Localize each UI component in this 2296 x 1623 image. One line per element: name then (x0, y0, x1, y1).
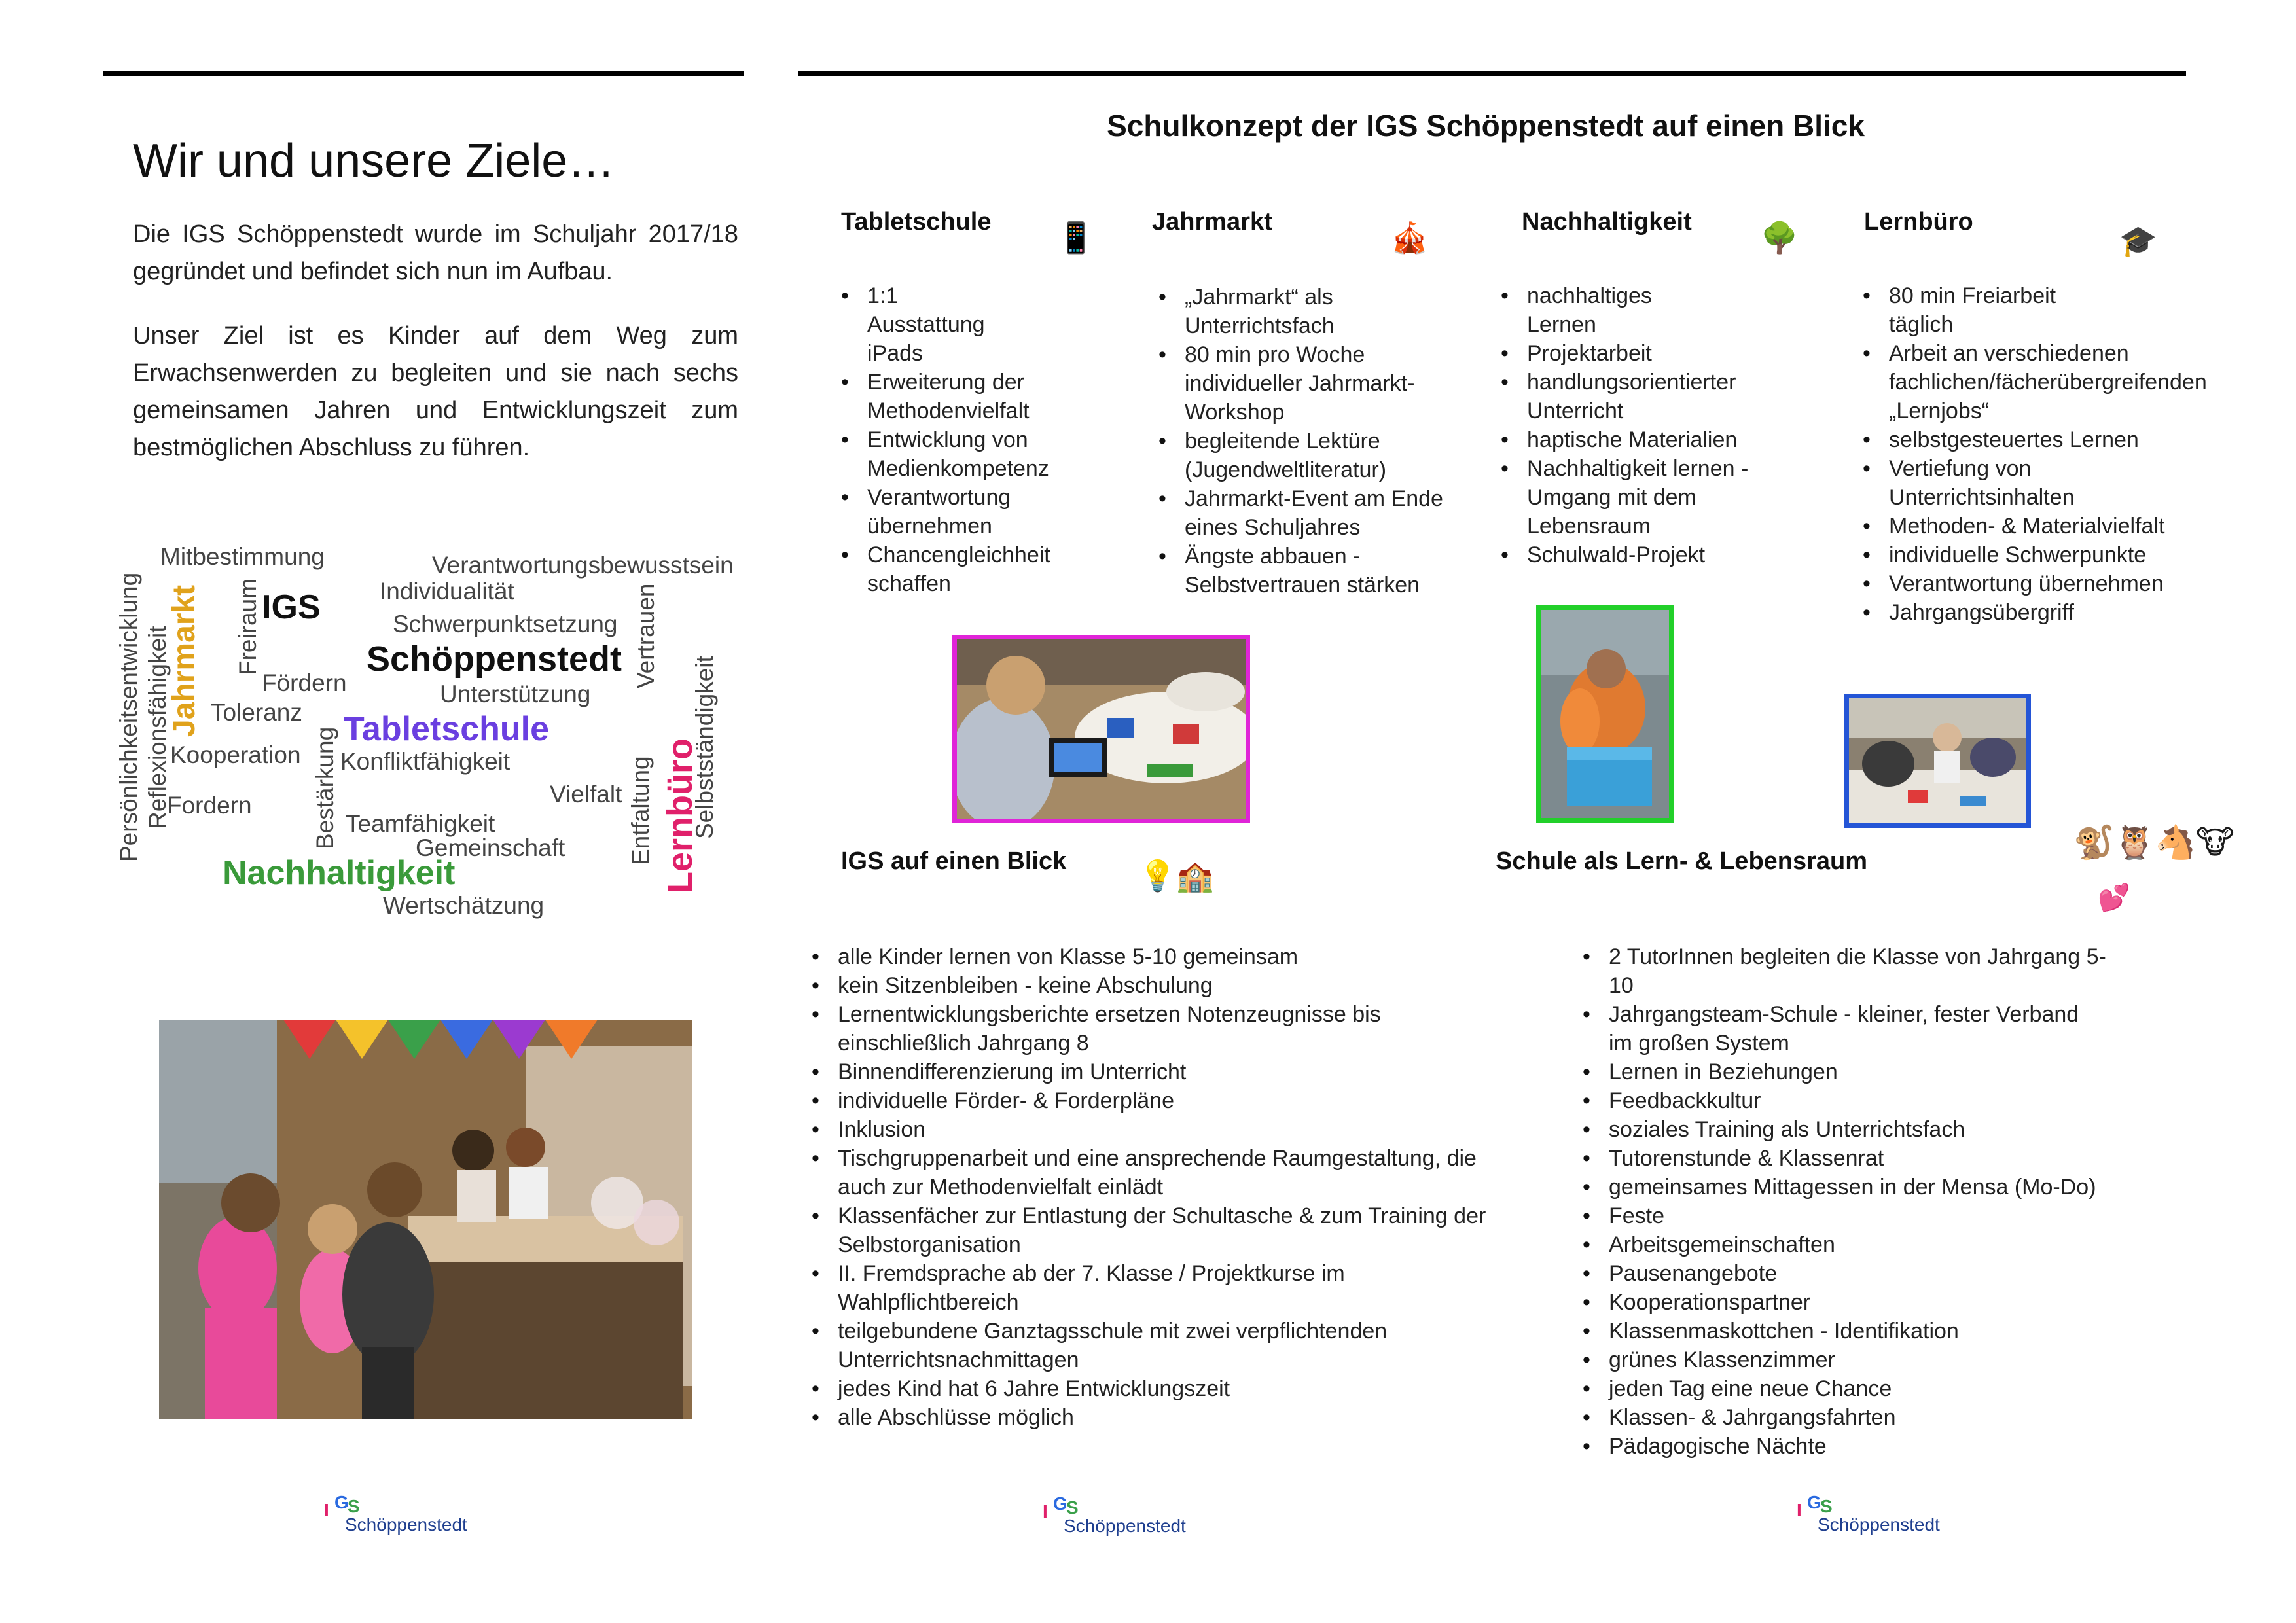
list-item: • grünes Klassenzimmer (1583, 1346, 2132, 1374)
list-item: • nachhaltiges Lernen (1501, 281, 1717, 339)
list-item: • 80 min Freiarbeit täglich (1863, 281, 2111, 339)
lernbuero-list (1863, 281, 2229, 627)
list-item: • 80 min pro Woche individueller Jahrmarkt-Workshop (1158, 340, 1460, 427)
jahrmarkt-title: Jahrmarkt (1152, 208, 1272, 236)
list-item: • Binnendifferenzierung im Unterricht (812, 1058, 1479, 1086)
list-item: • individuelle Schwerpunkte (1863, 541, 2229, 569)
tree-icon: 🌳 (1761, 221, 1799, 255)
list-item: • alle Kinder lernen von Klasse 5-10 gemeinsam (812, 942, 1479, 971)
list-item: • kein Sitzenbleiben - keine Abschulung (812, 971, 1479, 1000)
igs-logo-right: I G S Schöppenstedt (1797, 1492, 1940, 1535)
word-konfliktfaehigkeit: Konfliktfähigkeit (340, 748, 511, 775)
list-item: • Schulwald-Projekt (1501, 541, 1808, 569)
list-item: • 2 TutorInnen begleiten die Klasse von Jahrgang 5-10 (1583, 942, 2106, 1000)
lernbuero-photo (1844, 694, 2031, 828)
list-item: • Lernen in Beziehungen (1583, 1058, 2132, 1086)
word-tabletschule: Tabletschule (344, 710, 550, 748)
list-item: • haptische Materialien (1501, 425, 1808, 454)
list-item: • Pausenangebote (1583, 1259, 2132, 1288)
list-item: • Entwicklung von Medienkompetenz (841, 425, 1090, 483)
tabletschule-title: Tabletschule (841, 208, 992, 236)
market-stall-photo (159, 1020, 692, 1419)
list-item: • Tutorenstunde & Klassenrat (1583, 1144, 2132, 1173)
list-item: • Jahrmarkt-Event am Ende eines Schuljahres (1158, 484, 1479, 542)
word-vertrauen: Vertrauen (632, 583, 659, 688)
intro-paragraph: Die IGS Schöppenstedt wurde im Schuljahr 2017/18 gegründet und befindet sich nun im Aufbau. (133, 221, 738, 285)
overview-title: IGS auf einen Blick (841, 847, 1067, 875)
list-item: • Klassen- & Jahrgangsfahrten (1583, 1403, 2132, 1432)
list-item: • „Jahrmarkt“ als Unterrichtsfach (1158, 283, 1388, 340)
word-gemeinschaft: Gemeinschaft (416, 834, 565, 861)
list-item: • soziales Training als Unterrichtsfach (1583, 1115, 2132, 1144)
hearts-icon: 💕 (2098, 883, 2130, 912)
overview-list (812, 942, 1486, 1432)
igs-logo-center: I G S Schöppenstedt (1043, 1493, 1186, 1536)
lightbulb-school-icon: 💡🏫 (1139, 859, 1214, 893)
list-item: • II. Fremdsprache ab der 7. Klasse / Projektkurse im Wahlpflichtbereich (812, 1259, 1414, 1317)
list-item: • Vertiefung von Unterrichtsinhalten (1863, 454, 2151, 512)
list-item: • 1:1 Ausstattung iPads (841, 281, 1011, 368)
list-item: • Tischgruppenarbeit und eine ansprechende Raumgestaltung, die auch zur Methodenvielfalt einlädt (812, 1144, 1492, 1202)
jahrmarkt-list (1158, 283, 1466, 599)
list-item: • Klassenfächer zur Entlastung der Schultasche & zum Training der Selbstorganisation (812, 1202, 1492, 1259)
word-kooperation: Kooperation (170, 741, 301, 768)
list-item: • Inklusion (812, 1115, 1479, 1144)
list-item: • Feedbackkultur (1583, 1086, 2132, 1115)
list-item: • Verantwortung übernehmen (841, 483, 1037, 541)
right-top-rule (798, 71, 2186, 76)
word-foerdern: Fördern (262, 669, 347, 696)
list-item: • Erweiterung der Methodenvielfalt (841, 368, 1057, 425)
word-selbststaendigkeit: Selbstständigkeit (691, 656, 718, 839)
word-reflexionsfaehigkeit: Reflexionsfähigkeit (144, 626, 171, 829)
list-item: • Nachhaltigkeit lernen - Umgang mit dem Lebensraum (1501, 454, 1802, 541)
word-jahrmarkt: Jahrmarkt (167, 584, 202, 737)
circus-tent-icon: 🎪 (1391, 221, 1429, 255)
page-heading: Wir und unsere Ziele… (133, 135, 615, 187)
left-top-rule (103, 71, 744, 76)
word-bestaerkung: Bestärkung (312, 726, 338, 849)
list-item: • Lernentwicklungsberichte ersetzen Notenzeugnisse bis einschließlich Jahrgang 8 (812, 1000, 1414, 1058)
tablet-lesson-photo (952, 635, 1250, 823)
list-item: • Arbeit an verschiedenen fachlichen/fächerübergreifenden „Lernjobs“ (1863, 339, 2255, 425)
graduation-cap-icon: 🎓 (2119, 224, 2157, 258)
list-item: • Verantwortung übernehmen (1863, 569, 2229, 598)
word-mitbestimmung: Mitbestimmung (160, 543, 325, 570)
list-item: • selbstgesteuertes Lernen (1863, 425, 2229, 454)
word-fordern: Fordern (167, 792, 252, 819)
word-lernbuero: Lernbüro (660, 738, 700, 893)
list-item: • begleitende Lektüre (Jugendweltliteratur) (1158, 427, 1446, 484)
nachhaltigkeit-title: Nachhaltigkeit (1522, 208, 1692, 236)
igs-logo-left: I G S Schöppenstedt (324, 1492, 467, 1535)
forest-project-photo (1536, 605, 1674, 823)
main-title: Schulkonzept der IGS Schöppenstedt auf einen Blick (1107, 109, 1865, 143)
list-item: • Klassenmaskottchen - Identifikation (1583, 1317, 2132, 1346)
list-item: • individuelle Förder- & Forderpläne (812, 1086, 1479, 1115)
word-individualitaet: Individualität (380, 578, 514, 605)
list-item: • alle Abschlüsse möglich (812, 1403, 1479, 1432)
word-teamfaehigkeit: Teamfähigkeit (346, 810, 495, 837)
word-vielfalt: Vielfalt (550, 781, 622, 808)
list-item: • handlungsorientierter Unterricht (1501, 368, 1789, 425)
tabletschule-list (841, 281, 1116, 598)
list-item: • Arbeitsgemeinschaften (1583, 1230, 2132, 1259)
list-item: • Feste (1583, 1202, 2132, 1230)
list-item: • teilgebundene Ganztagsschule mit zwei verpflichtenden Unterrichtsnachmittagen (812, 1317, 1479, 1374)
lebensraum-title: Schule als Lern- & Lebensraum (1496, 847, 1868, 875)
animal-mascots-icon: 🐒🦉🐴🐮 (2073, 824, 2234, 861)
word-persoenlichkeitsentwicklung: Persönlichkeitsentwicklung (115, 572, 142, 862)
word-schwerpunktsetzung: Schwerpunktsetzung (393, 611, 618, 637)
lernbuero-title: Lernbüro (1864, 208, 1973, 236)
word-unterstuetzung: Unterstützung (440, 681, 591, 707)
nachhaltigkeit-list (1501, 281, 1808, 569)
word-wertschaetzung: Wertschätzung (383, 892, 545, 919)
goal-paragraph: Unser Ziel ist es Kinder auf dem Weg zum Erwachsenwerden zu begleiten und sie nach sechs gemeinsamen Jahren und Entwicklungszeit zum bestmöglichen Abschluss zu führen. (133, 322, 738, 461)
list-item: • jeden Tag eine neue Chance (1583, 1374, 2132, 1403)
word-igs: IGS (262, 588, 321, 626)
word-freiraum: Freiraum (234, 578, 261, 675)
lebensraum-list (1583, 942, 2132, 1461)
word-entfaltung: Entfaltung (627, 756, 654, 865)
list-item: • Jahrgangsteam-Schule - kleiner, fester Verband im großen System (1583, 1000, 2106, 1058)
word-nachhaltigkeit: Nachhaltigkeit (223, 854, 456, 892)
list-item: • gemeinsames Mittagessen in der Mensa (Mo-Do) (1583, 1173, 2132, 1202)
word-cloud (105, 537, 753, 942)
word-toleranz: Toleranz (211, 699, 302, 726)
list-item: • Pädagogische Nächte (1583, 1432, 2132, 1461)
list-item: • Chancengleichheit schaffen (841, 541, 1083, 598)
list-item: • Kooperationspartner (1583, 1288, 2132, 1317)
list-item: • jedes Kind hat 6 Jahre Entwicklungszeit (812, 1374, 1479, 1403)
list-item: • Ängste abbauen - Selbstvertrauen stärken (1158, 542, 1473, 599)
word-verantwortungsbewusstsein: Verantwortungsbewusstsein (432, 552, 734, 579)
word-schoeppenstedt: Schöppenstedt (367, 639, 622, 679)
list-item: • Jahrgangsübergriff (1863, 598, 2229, 627)
tablet-icon: 📱 (1057, 221, 1095, 255)
list-item: • Methoden- & Materialvielfalt (1863, 512, 2229, 541)
list-item: • Projektarbeit (1501, 339, 1808, 368)
